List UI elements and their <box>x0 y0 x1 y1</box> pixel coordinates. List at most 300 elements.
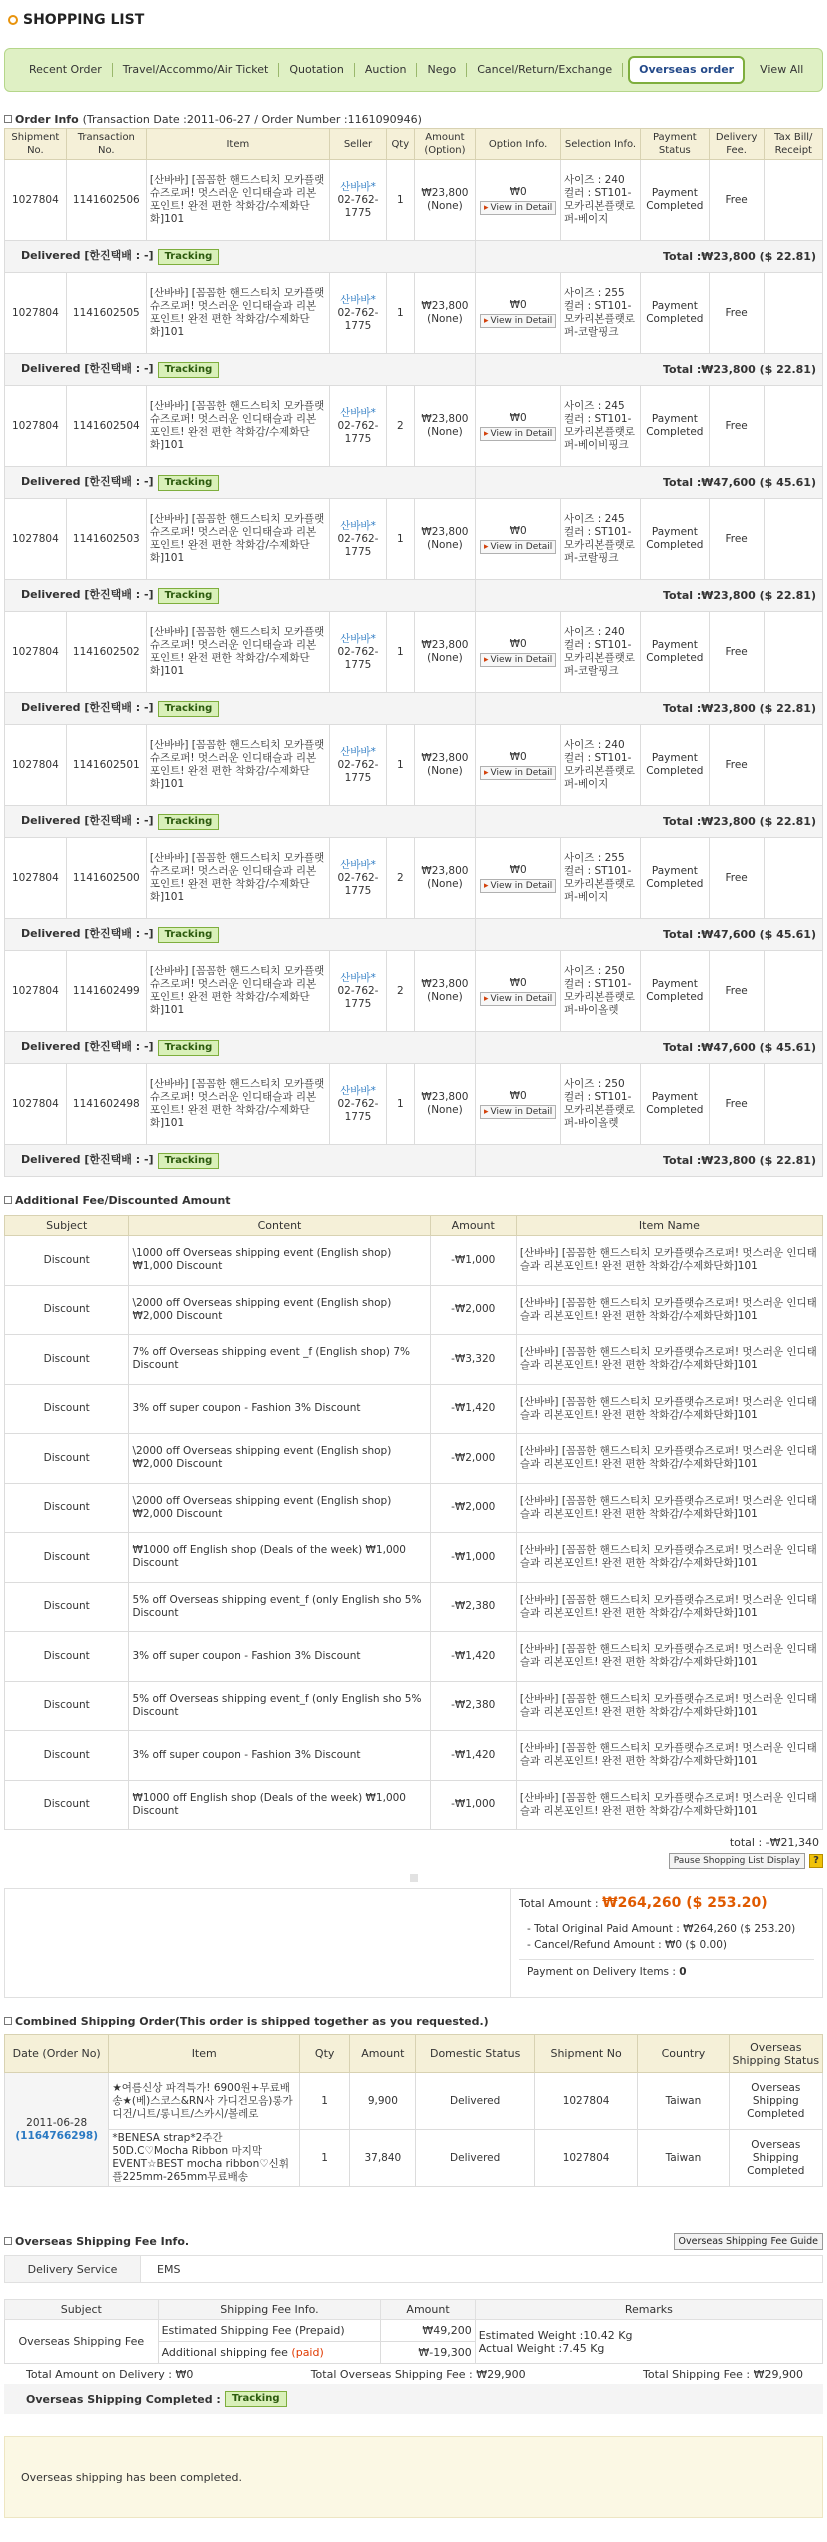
discount-item-name: [산바바] [꼼꼼한 핸드스티치 모카플랫슈즈로퍼! 멋스러운 인디태슬과 리본포인트! 완전 편한 착화감/수제화단화]101 <box>516 1434 822 1484</box>
view-in-detail-button[interactable]: ▸ View in Detail <box>480 540 556 554</box>
option-info-cell <box>476 951 561 1032</box>
tax-receipt <box>764 160 822 241</box>
payment-status: Payment Completed <box>641 386 710 467</box>
item-name[interactable]: [산바바] [꼼꼼한 핸드스티치 모카플랫슈즈로퍼! 멋스러운 인디태슬과 리본포인트! 완전 편한 착화감/수제화단화]101 <box>146 612 329 693</box>
discount-subject: Discount <box>5 1335 129 1385</box>
tracking-button[interactable]: Tracking <box>158 249 220 265</box>
row-total: Total :₩23,800 ($ 22.81) <box>476 806 823 838</box>
tab-cancel-return-exchange[interactable]: Cancel/Return/Exchange <box>467 63 623 77</box>
arrow-right-icon: ▸ <box>483 767 489 778</box>
section-bullet-icon <box>4 2237 12 2245</box>
selection-info: 사이즈 : 250 컬러 : ST101-모카리본플랫로퍼-바이올렛 <box>560 951 640 1032</box>
amount-cell <box>414 838 476 919</box>
discount-item-name: [산바바] [꼼꼼한 핸드스티치 모카플랫슈즈로퍼! 멋스러운 인디태슬과 리본포인트! 완전 편한 착화감/수제화단화]101 <box>516 1335 822 1385</box>
quantity: 1 <box>387 499 414 580</box>
discount-row <box>5 1582 823 1632</box>
tax-receipt <box>764 499 822 580</box>
option-info-cell <box>476 273 561 354</box>
order-row <box>5 612 823 693</box>
row-total: Total :₩47,600 ($ 45.61) <box>476 1032 823 1064</box>
order-status-row <box>5 354 823 386</box>
seller-cell <box>329 386 386 467</box>
discount-subject: Discount <box>5 1285 129 1335</box>
transaction-no: 1141602504 <box>66 386 146 467</box>
row-total: Total :₩47,600 ($ 45.61) <box>476 467 823 499</box>
quantity: 1 <box>387 273 414 354</box>
amount-cell <box>414 951 476 1032</box>
view-in-detail-button[interactable]: ▸ View in Detail <box>480 1105 556 1119</box>
country: Taiwan <box>638 2130 729 2187</box>
seller-phone: 02-762-1775 <box>337 1097 379 1123</box>
discount-amount: -₩3,320 <box>430 1335 516 1385</box>
delivery-status <box>5 580 476 612</box>
row-total: Total :₩47,600 ($ 45.61) <box>476 919 823 951</box>
status-label: Delivered <box>21 1039 81 1053</box>
arrow-right-icon: ▸ <box>483 315 489 326</box>
transaction-no: 1141602499 <box>66 951 146 1032</box>
amount: ₩23,800 <box>421 865 469 877</box>
seller-phone: 02-762-1775 <box>337 984 379 1010</box>
additional-fee-table <box>4 1215 823 1830</box>
delivery-fee: Free <box>709 725 764 806</box>
seller-name-link[interactable]: 산바바* <box>340 1084 376 1097</box>
column-header: Item <box>109 2035 300 2073</box>
seller-name-link[interactable]: 산바바* <box>340 406 376 419</box>
column-header: Delivery Fee. <box>709 129 764 160</box>
discount-row <box>5 1632 823 1682</box>
discount-amount: -₩2,000 <box>430 1483 516 1533</box>
item-name[interactable]: [산바바] [꼼꼼한 핸드스티치 모카플랫슈즈로퍼! 멋스러운 인디태슬과 리본포인트! 완전 편한 착화감/수제화단화]101 <box>146 725 329 806</box>
row-total: Total :₩23,800 ($ 22.81) <box>476 1145 823 1177</box>
payment-status: Payment Completed <box>641 951 710 1032</box>
discount-item-name: [산바바] [꼼꼼한 핸드스티치 모카플랫슈즈로퍼! 멋스러운 인디태슬과 리본포인트! 완전 편한 착화감/수제화단화]101 <box>516 1632 822 1682</box>
option-price: ₩0 <box>509 411 527 424</box>
estimated-fee-label: Estimated Shipping Fee (Prepaid) <box>158 2320 381 2342</box>
courier: [한진택배 : -] <box>84 1039 154 1053</box>
order-row <box>5 838 823 919</box>
tab-recent-order[interactable]: Recent Order <box>19 63 113 77</box>
discount-item-name: [산바바] [꼼꼼한 핸드스티치 모카플랫슈즈로퍼! 멋스러운 인디태슬과 리본포인트! 완전 편한 착화감/수제화단화]101 <box>516 1483 822 1533</box>
domestic-status: Delivered <box>416 2130 534 2187</box>
seller-name-link[interactable]: 산바바* <box>340 745 376 758</box>
order-date: 2011-06-28 <box>26 2116 88 2129</box>
combined-qty: 1 <box>300 2130 350 2187</box>
amount: ₩23,800 <box>421 413 469 425</box>
completion-message: Overseas shipping has been completed. <box>4 2436 823 2518</box>
seller-cell <box>329 612 386 693</box>
combined-shipping-table <box>4 2034 823 2187</box>
tracking-button[interactable]: Tracking <box>158 362 220 378</box>
delivery-fee: Free <box>709 838 764 919</box>
column-header: Item Name <box>516 1216 822 1236</box>
order-date-cell <box>5 2073 109 2187</box>
discount-subject: Discount <box>5 1582 129 1632</box>
discount-row <box>5 1681 823 1731</box>
section-bullet-icon <box>4 1196 12 1204</box>
combined-item[interactable]: *BENESA strap*2주간 50D.C♡Mocha Ribbon 마지막EVENT☆BEST mocha ribbon♡신휘플225mm-265mm무료배송 <box>109 2130 300 2187</box>
delivery-fee: Free <box>709 273 764 354</box>
discount-item-name: [산바바] [꼼꼼한 핸드스티치 모카플랫슈즈로퍼! 멋스러운 인디태슬과 리본포인트! 완전 편한 착화감/수제화단화]101 <box>516 1731 822 1781</box>
tracking-button[interactable]: Tracking <box>158 1040 220 1056</box>
amount-cell <box>414 1064 476 1145</box>
discount-row <box>5 1335 823 1385</box>
order-table <box>4 128 823 1177</box>
discount-item-name: [산바바] [꼼꼼한 핸드스티치 모카플랫슈즈로퍼! 멋스러운 인디태슬과 리본포인트! 완전 편한 착화감/수제화단화]101 <box>516 1236 822 1286</box>
shipment-no: 1027804 <box>5 386 67 467</box>
tax-receipt <box>764 725 822 806</box>
view-in-detail-button[interactable]: ▸ View in Detail <box>480 766 556 780</box>
order-status-row <box>5 580 823 612</box>
tax-receipt <box>764 1064 822 1145</box>
tax-receipt <box>764 838 822 919</box>
tracking-button[interactable]: Tracking <box>158 701 220 717</box>
combined-shipping-heading: Combined Shipping Order(This order is shipped together as you requested.) <box>4 2012 823 2030</box>
payment-status: Payment Completed <box>641 725 710 806</box>
shipment-no: 1027804 <box>5 838 67 919</box>
total-amount: Total Amount : ₩264,260 ($ 253.20) <box>519 1895 768 1911</box>
option-price: ₩0 <box>509 863 527 876</box>
transaction-no: 1141602498 <box>66 1064 146 1145</box>
discount-subject: Discount <box>5 1434 129 1484</box>
option: (None) <box>427 765 463 777</box>
transaction-no: 1141602501 <box>66 725 146 806</box>
delivery-items: Payment on Delivery Items : 0 <box>527 1966 687 1978</box>
arrow-right-icon: ▸ <box>483 654 489 665</box>
discount-amount: -₩1,000 <box>430 1780 516 1830</box>
shipping-fee-heading: Overseas Shipping Fee Info. <box>4 2232 189 2250</box>
status-label: Delivered <box>21 1152 81 1166</box>
page-header <box>4 0 823 40</box>
discount-row <box>5 1285 823 1335</box>
seller-name-link[interactable]: 산바바* <box>340 632 376 645</box>
discount-content: \2000 off Overseas shipping event (English shop) ₩2,000 Discount <box>129 1434 430 1484</box>
delivery-status <box>5 919 476 951</box>
option-info-cell <box>476 499 561 580</box>
discount-row <box>5 1236 823 1286</box>
amount: ₩23,800 <box>421 526 469 538</box>
discount-subject: Discount <box>5 1731 129 1781</box>
courier: [한진택배 : -] <box>84 813 154 827</box>
shipping-totals <box>4 2364 823 2384</box>
item-name[interactable]: [산바바] [꼼꼼한 핸드스티치 모카플랫슈즈로퍼! 멋스러운 인디태슬과 리본포인트! 완전 편한 착화감/수제화단화]101 <box>146 951 329 1032</box>
selection-info: 사이즈 : 240 컬러 : ST101-모카리본플랫로퍼-베이지 <box>560 160 640 241</box>
tab-quotation[interactable]: Quotation <box>279 63 354 77</box>
discount-row <box>5 1731 823 1781</box>
delivery-status <box>5 467 476 499</box>
quantity: 1 <box>387 612 414 693</box>
combined-item[interactable]: ★여름신상 파격특가! 6900원+무료배송★(베)스코스&RN사 가디건모음)롱가디건/니트/롱니트/스카시/볼레로 <box>109 2073 300 2130</box>
order-status-row <box>5 806 823 838</box>
tracking-button[interactable]: Tracking <box>158 814 220 830</box>
discount-row <box>5 1434 823 1484</box>
view-in-detail-button[interactable]: ▸ View in Detail <box>480 314 556 328</box>
column-header: Shipping Fee Info. <box>158 2300 381 2320</box>
overseas-tracking-button[interactable]: Tracking <box>225 2391 287 2407</box>
additional-fee-heading: Additional Fee/Discounted Amount <box>4 1191 823 1209</box>
seller-name-link[interactable]: 산바바* <box>340 293 376 306</box>
view-in-detail-button[interactable]: ▸ View in Detail <box>480 653 556 667</box>
amount: ₩23,800 <box>421 300 469 312</box>
item-name[interactable]: [산바바] [꼼꼼한 핸드스티치 모카플랫슈즈로퍼! 멋스러운 인디태슬과 리본포인트! 완전 편한 착화감/수제화단화]101 <box>146 1064 329 1145</box>
option-price: ₩0 <box>509 1089 527 1102</box>
tab-nego[interactable]: Nego <box>417 63 467 77</box>
discount-content: 5% off Overseas shipping event_f (only English sho 5% Discount <box>129 1582 430 1632</box>
discount-item-name: [산바바] [꼼꼼한 핸드스티치 모카플랫슈즈로퍼! 멋스러운 인디태슬과 리본포인트! 완전 편한 착화감/수제화단화]101 <box>516 1384 822 1434</box>
item-name[interactable]: [산바바] [꼼꼼한 핸드스티치 모카플랫슈즈로퍼! 멋스러운 인디태슬과 리본포인트! 완전 편한 착화감/수제화단화]101 <box>146 499 329 580</box>
order-row <box>5 1064 823 1145</box>
selection-info: 사이즈 : 255 컬러 : ST101-모카리본플랫로퍼-베이지 <box>560 838 640 919</box>
seller-cell <box>329 951 386 1032</box>
tab-auction[interactable]: Auction <box>355 63 418 77</box>
tax-receipt <box>764 951 822 1032</box>
combined-row <box>5 2073 823 2130</box>
column-header: Amount (Option) <box>414 129 476 160</box>
tax-receipt <box>764 273 822 354</box>
view-in-detail-button[interactable]: ▸ View in Detail <box>480 879 556 893</box>
courier: [한진택배 : -] <box>84 700 154 714</box>
order-number-link[interactable]: (1164766298) <box>15 2129 99 2142</box>
discount-amount: -₩2,000 <box>430 1434 516 1484</box>
seller-phone: 02-762-1775 <box>337 306 379 332</box>
amount-cell <box>414 499 476 580</box>
bullet-icon <box>8 15 18 25</box>
option-price: ₩0 <box>509 750 527 763</box>
pause-shopping-list-button[interactable]: Pause Shopping List Display <box>669 1853 805 1869</box>
payment-status: Payment Completed <box>641 612 710 693</box>
delivery-service-row <box>4 2255 823 2283</box>
selection-info: 사이즈 : 255 컬러 : ST101-모카리본플랫로퍼-코랄핑크 <box>560 273 640 354</box>
order-row <box>5 386 823 467</box>
total-overseas-shipping-fee: Total Overseas Shipping Fee : ₩29,900 <box>310 2368 526 2381</box>
overseas-shipping-status: Overseas Shipping Completed <box>729 2130 822 2187</box>
arrow-right-icon: ▸ <box>483 202 489 213</box>
view-in-detail-button[interactable]: ▸ View in Detail <box>480 201 556 215</box>
discount-content: \2000 off Overseas shipping event (English shop) ₩2,000 Discount <box>129 1285 430 1335</box>
status-label: Delivered <box>21 926 81 940</box>
item-name[interactable]: [산바바] [꼼꼼한 핸드스티치 모카플랫슈즈로퍼! 멋스러운 인디태슬과 리본포인트! 완전 편한 착화감/수제화단화]101 <box>146 160 329 241</box>
status-label: Delivered <box>21 361 81 375</box>
resize-handle[interactable] <box>410 1874 418 1882</box>
payment-status: Payment Completed <box>641 273 710 354</box>
option-info-cell <box>476 725 561 806</box>
order-status-row <box>5 1032 823 1064</box>
discount-subject: Discount <box>5 1632 129 1682</box>
seller-cell <box>329 499 386 580</box>
seller-phone: 02-762-1775 <box>337 419 379 445</box>
discount-subject: Discount <box>5 1780 129 1830</box>
tracking-button[interactable]: Tracking <box>158 927 220 943</box>
selection-info: 사이즈 : 245 컬러 : ST101-모카리본플랫로퍼-베이비핑크 <box>560 386 640 467</box>
seller-cell <box>329 273 386 354</box>
shipping-fee-subject: Overseas Shipping Fee <box>5 2320 159 2364</box>
column-header: Overseas Shipping Status <box>729 2035 822 2073</box>
seller-name-link[interactable]: 산바바* <box>340 180 376 193</box>
delivery-fee: Free <box>709 160 764 241</box>
delivery-status <box>5 1032 476 1064</box>
quantity: 1 <box>387 160 414 241</box>
discount-content: 3% off super coupon - Fashion 3% Discount <box>129 1731 430 1781</box>
transaction-no: 1141602502 <box>66 612 146 693</box>
selection-info: 사이즈 : 250 컬러 : ST101-모카리본플랫로퍼-바이올렛 <box>560 1064 640 1145</box>
additional-fee-label: Additional shipping fee (paid) <box>158 2342 381 2364</box>
discount-amount: -₩2,000 <box>430 1285 516 1335</box>
discount-content: 3% off super coupon - Fashion 3% Discount <box>129 1384 430 1434</box>
view-in-detail-button[interactable]: ▸ View in Detail <box>480 427 556 441</box>
payment-status: Payment Completed <box>641 160 710 241</box>
tax-receipt <box>764 386 822 467</box>
selection-info: 사이즈 : 240 컬러 : ST101-모카리본플랫로퍼-코랄핑크 <box>560 612 640 693</box>
payment-status: Payment Completed <box>641 838 710 919</box>
seller-phone: 02-762-1775 <box>337 871 379 897</box>
amount: ₩23,800 <box>421 978 469 990</box>
overseas-shipping-status: Overseas Shipping Completed <box>729 2073 822 2130</box>
seller-name-link[interactable]: 산바바* <box>340 519 376 532</box>
tab-travel-accommo-air-ticket[interactable]: Travel/Accommo/Air Ticket <box>113 63 280 77</box>
additional-fee-value: ₩-19,300 <box>381 2342 475 2364</box>
amount-cell <box>414 160 476 241</box>
column-header: Subject <box>5 2300 159 2320</box>
shipment-no: 1027804 <box>5 951 67 1032</box>
arrow-right-icon: ▸ <box>483 428 489 439</box>
order-tabs <box>4 48 823 92</box>
discount-content: \1000 off Overseas shipping event (English shop) ₩1,000 Discount <box>129 1236 430 1286</box>
shipment-no: 1027804 <box>5 273 67 354</box>
arrow-right-icon: ▸ <box>483 1106 489 1117</box>
column-header: Shipment No <box>534 2035 637 2073</box>
column-header: Transaction No. <box>66 129 146 160</box>
order-row <box>5 499 823 580</box>
cancel-refund-amount: - Cancel/Refund Amount : ₩0 ($ 0.00) <box>527 1939 727 1951</box>
discount-subject: Discount <box>5 1681 129 1731</box>
column-header: Qty <box>300 2035 350 2073</box>
shipment-no: 1027804 <box>5 160 67 241</box>
view-in-detail-button[interactable]: ▸ View in Detail <box>480 992 556 1006</box>
combined-qty: 1 <box>300 2073 350 2130</box>
column-header: Subject <box>5 1216 129 1236</box>
seller-cell <box>329 838 386 919</box>
column-header: Content <box>129 1216 430 1236</box>
amount: ₩23,800 <box>421 187 469 199</box>
option: (None) <box>427 200 463 212</box>
discount-subject: Discount <box>5 1483 129 1533</box>
tracking-button[interactable]: Tracking <box>158 588 220 604</box>
tracking-button[interactable]: Tracking <box>158 475 220 491</box>
column-header: Tax Bill/ Receipt <box>764 129 822 160</box>
discount-item-name: [산바바] [꼼꼼한 핸드스티치 모카플랫슈즈로퍼! 멋스러운 인디태슬과 리본포인트! 완전 편한 착화감/수제화단화]101 <box>516 1681 822 1731</box>
total-amount-on-delivery: Total Amount on Delivery : ₩0 <box>26 2368 194 2381</box>
order-meta: (Transaction Date :2011-06-27 / Order Number :1161090946) <box>82 112 422 126</box>
payment-status: Payment Completed <box>641 1064 710 1145</box>
discount-subject: Discount <box>5 1236 129 1286</box>
option-price: ₩0 <box>509 637 527 650</box>
discount-amount: -₩1,420 <box>430 1632 516 1682</box>
shipping-fee-guide-button[interactable]: Overseas Shipping Fee Guide <box>674 2233 823 2250</box>
option-info-cell <box>476 838 561 919</box>
payment-status: Payment Completed <box>641 499 710 580</box>
discount-amount: -₩1,000 <box>430 1236 516 1286</box>
option-price: ₩0 <box>509 298 527 311</box>
original-paid-amount: - Total Original Paid Amount : ₩264,260 ($ 253.20) <box>527 1923 796 1935</box>
column-header: Amount <box>430 1216 516 1236</box>
discount-row <box>5 1384 823 1434</box>
amount: ₩23,800 <box>421 1091 469 1103</box>
column-header: Payment Status <box>641 129 710 160</box>
option: (None) <box>427 1104 463 1116</box>
selection-info: 사이즈 : 240 컬러 : ST101-모카리본플랫로퍼-베이지 <box>560 725 640 806</box>
item-name[interactable]: [산바바] [꼼꼼한 핸드스티치 모카플랫슈즈로퍼! 멋스러운 인디태슬과 리본포인트! 완전 편한 착화감/수제화단화]101 <box>146 273 329 354</box>
item-name[interactable]: [산바바] [꼼꼼한 핸드스티치 모카플랫슈즈로퍼! 멋스러운 인디태슬과 리본포인트! 완전 편한 착화감/수제화단화]101 <box>146 386 329 467</box>
shipment-no: 1027804 <box>5 612 67 693</box>
domestic-status: Delivered <box>416 2073 534 2130</box>
status-label: Delivered <box>21 700 81 714</box>
order-status-row <box>5 241 823 273</box>
discount-item-name: [산바바] [꼼꼼한 핸드스티치 모카플랫슈즈로퍼! 멋스러운 인디태슬과 리본포인트! 완전 편한 착화감/수제화단화]101 <box>516 1533 822 1583</box>
discount-content: \2000 off Overseas shipping event (English shop) ₩2,000 Discount <box>129 1483 430 1533</box>
status-label: Delivered <box>21 474 81 488</box>
shipment-no: 1027804 <box>534 2130 637 2187</box>
seller-cell <box>329 1064 386 1145</box>
transaction-no: 1141602506 <box>66 160 146 241</box>
column-header: Date (Order No) <box>5 2035 109 2073</box>
overseas-shipping-completed: Overseas Shipping Completed : Tracking <box>4 2384 823 2414</box>
amount: ₩23,800 <box>421 639 469 651</box>
discount-subject: Discount <box>5 1384 129 1434</box>
tab-view-all[interactable]: View All <box>760 63 804 76</box>
courier: [한진택배 : -] <box>84 248 154 262</box>
courier: [한진택배 : -] <box>84 474 154 488</box>
order-row <box>5 725 823 806</box>
seller-cell <box>329 160 386 241</box>
delivery-fee: Free <box>709 386 764 467</box>
delivery-fee: Free <box>709 1064 764 1145</box>
column-header: Country <box>638 2035 729 2073</box>
discount-content: 7% off Overseas shipping event _f (English shop) 7% Discount <box>129 1335 430 1385</box>
tab-overseas-order[interactable]: Overseas order <box>628 56 745 84</box>
row-total: Total :₩23,800 ($ 22.81) <box>476 693 823 725</box>
discount-total: total : -₩21,340 <box>729 1836 819 1849</box>
seller-name-link[interactable]: 산바바* <box>340 971 376 984</box>
discount-amount: -₩2,380 <box>430 1582 516 1632</box>
item-name[interactable]: [산바바] [꼼꼼한 핸드스티치 모카플랫슈즈로퍼! 멋스러운 인디태슬과 리본포인트! 완전 편한 착화감/수제화단화]101 <box>146 838 329 919</box>
option: (None) <box>427 539 463 551</box>
option: (None) <box>427 313 463 325</box>
option-price: ₩0 <box>509 185 527 198</box>
delivery-fee: Free <box>709 951 764 1032</box>
delivery-status <box>5 806 476 838</box>
total-shipping-fee: Total Shipping Fee : ₩29,900 <box>642 2368 803 2381</box>
column-header: Item <box>146 129 329 160</box>
shipment-no: 1027804 <box>5 725 67 806</box>
combined-amount: 37,840 <box>350 2130 416 2187</box>
delivery-status <box>5 693 476 725</box>
tracking-button[interactable]: Tracking <box>158 1153 220 1169</box>
column-header: Qty <box>387 129 414 160</box>
combined-amount: 9,900 <box>350 2073 416 2130</box>
seller-phone: 02-762-1775 <box>337 532 379 558</box>
status-label: Delivered <box>21 248 81 262</box>
row-total: Total :₩23,800 ($ 22.81) <box>476 241 823 273</box>
amount-cell <box>414 386 476 467</box>
column-header: Domestic Status <box>416 2035 534 2073</box>
order-info-heading: Order Info (Transaction Date :2011-06-27 / Order Number :1161090946) <box>4 110 823 128</box>
column-header: Option Info. <box>476 129 561 160</box>
help-icon[interactable]: ? <box>809 1854 823 1868</box>
tax-receipt <box>764 612 822 693</box>
seller-name-link[interactable]: 산바바* <box>340 858 376 871</box>
status-label: Delivered <box>21 813 81 827</box>
amount-cell <box>414 612 476 693</box>
transaction-no: 1141602503 <box>66 499 146 580</box>
